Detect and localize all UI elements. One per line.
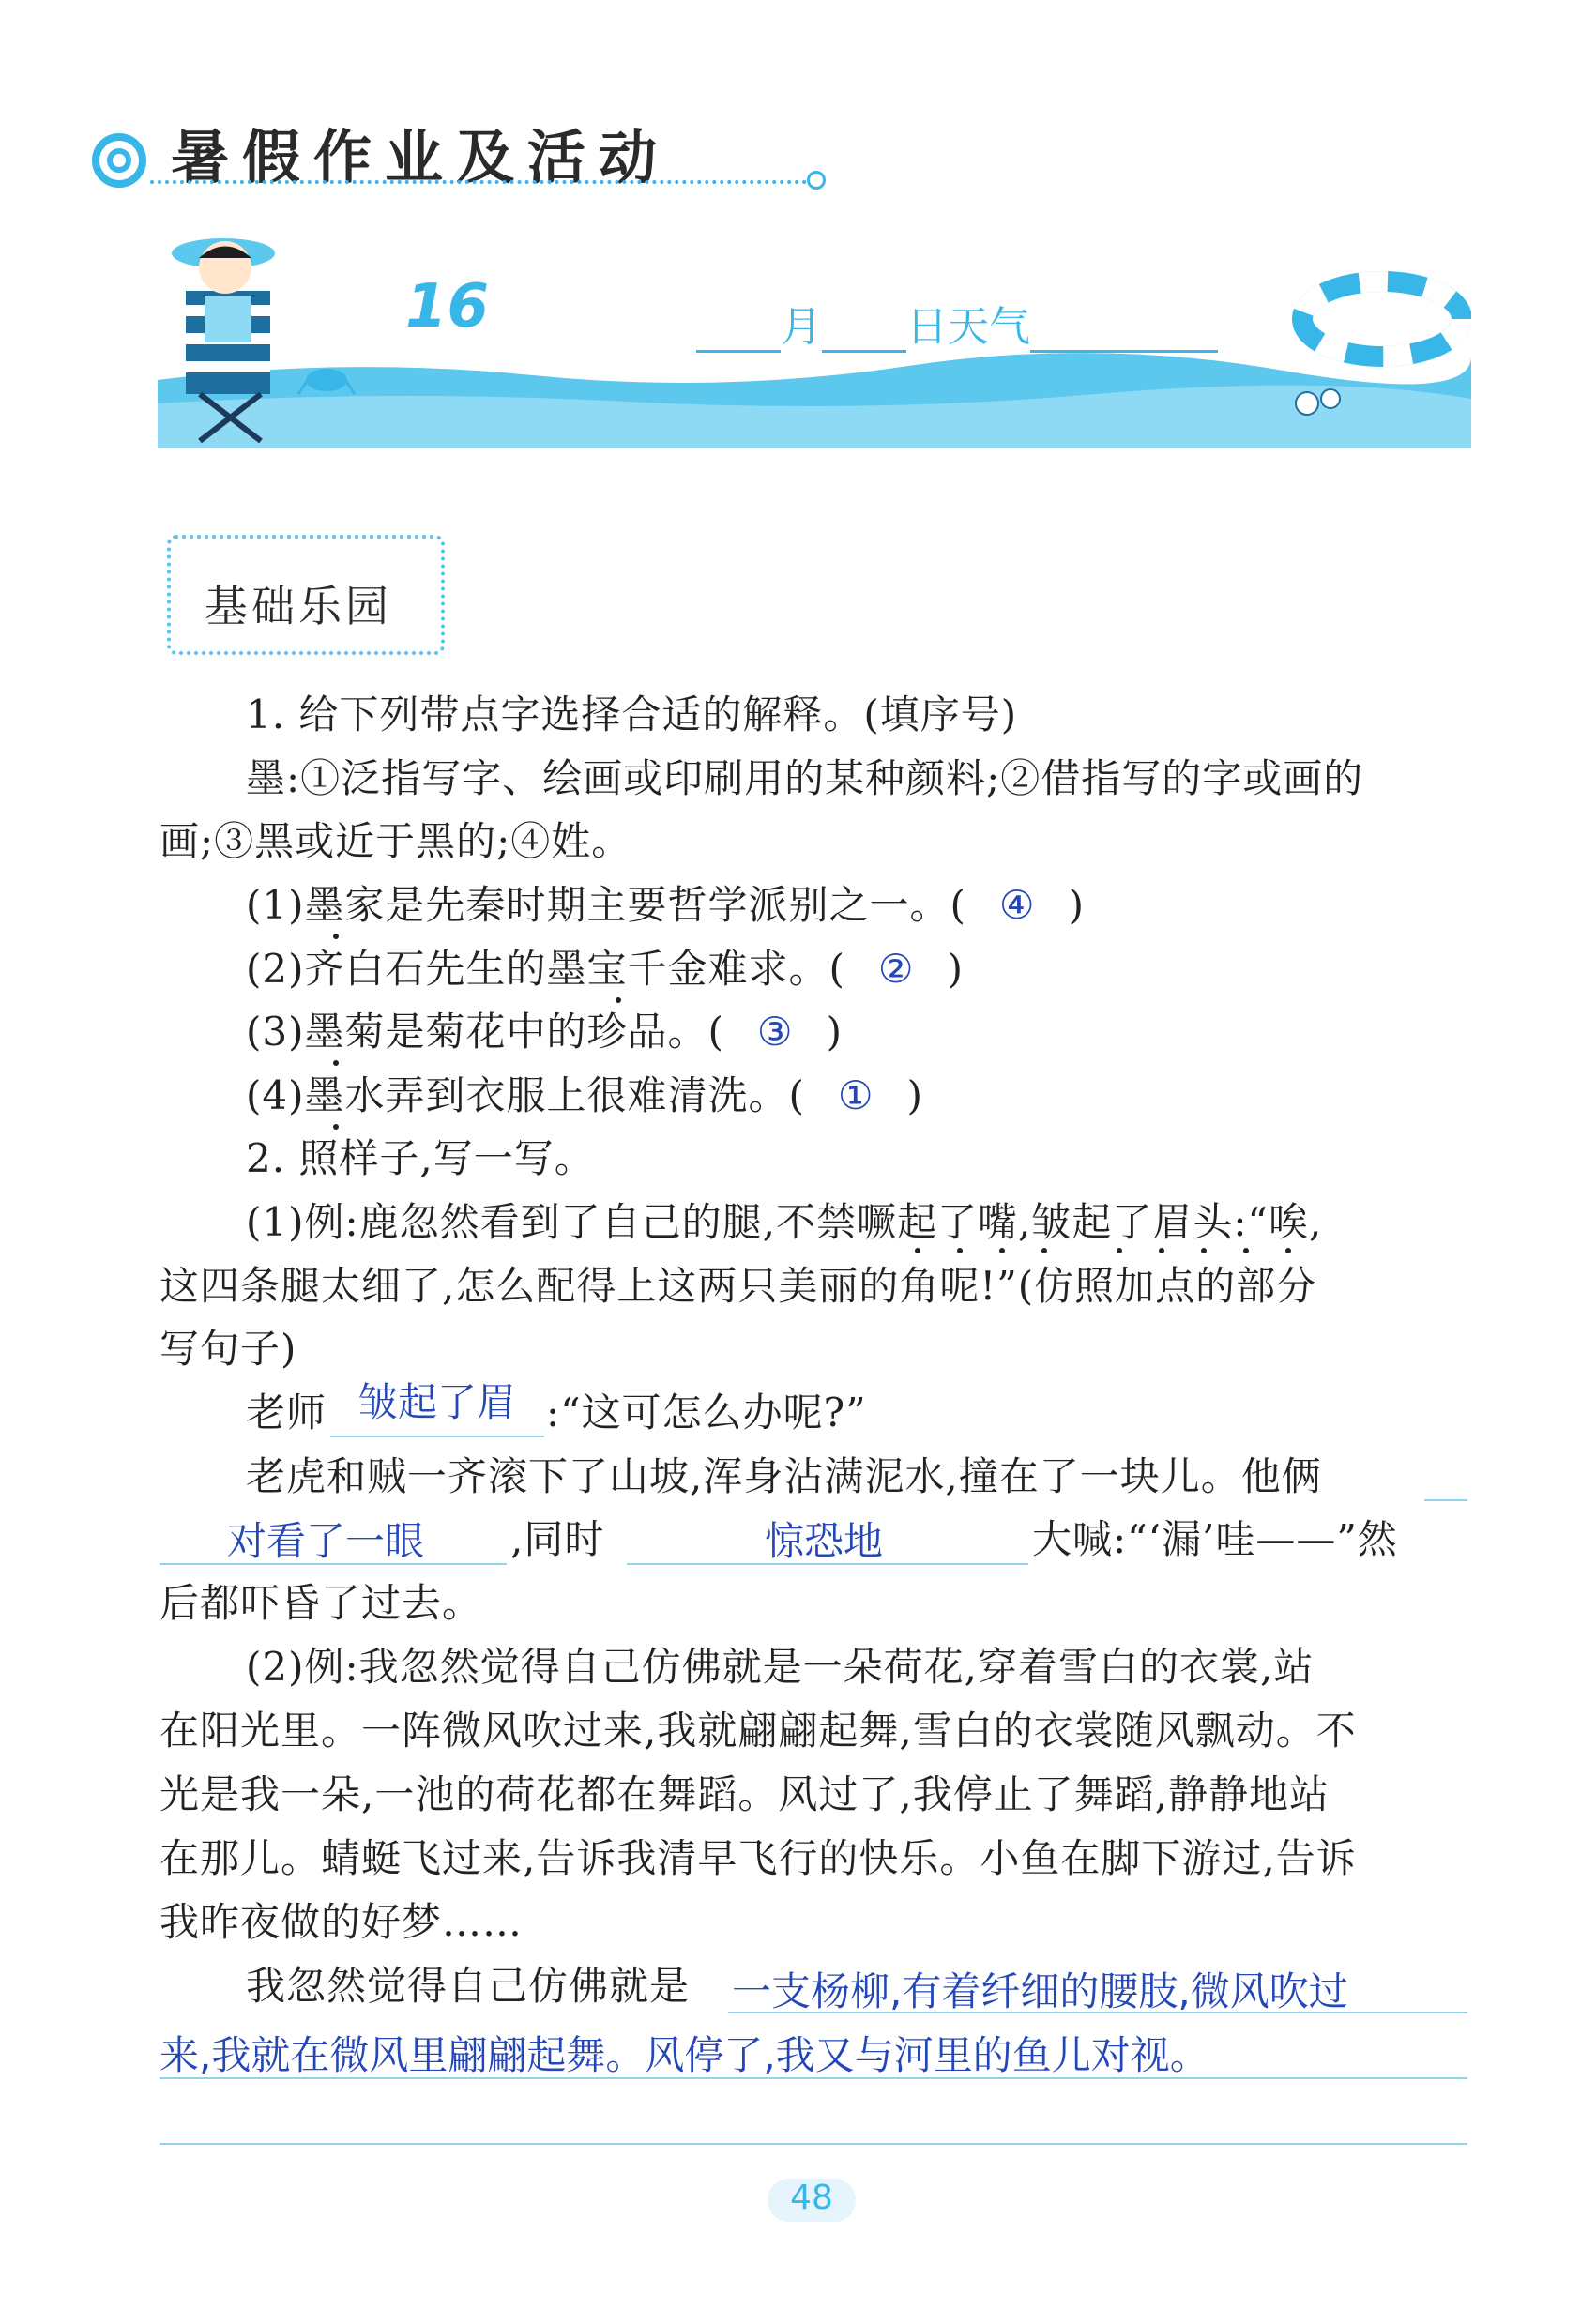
q1-definition-line1: 墨:①泛指写字、绘画或印刷用的某种颜料;②借指写的字或画的 — [246, 755, 1364, 801]
q2-fill2-line3: 后都吓昏了过去。 — [160, 1580, 483, 1626]
q1-item-text: (2)齐白石先生的墨宝千金难求。( — [246, 946, 845, 992]
q1-item-text: (1)墨家是先秦时期主要哲学派别之一。( — [246, 882, 966, 928]
q1-item-text: (3)墨菊是菊花中的珍品。( — [246, 1009, 724, 1055]
q1-item-close: ) — [826, 1009, 843, 1055]
q2-fill2-mid: ,同时 — [510, 1516, 605, 1562]
q1-item-close: ) — [1068, 882, 1085, 928]
emphasis-dot — [333, 1124, 339, 1130]
emphasis-dot — [999, 1248, 1005, 1253]
q1-item — [246, 882, 1085, 929]
q1-item-answer: ③ — [756, 1009, 794, 1055]
q2-fill3-answer-line2: 来,我就在微风里翩翩起舞。风停了,我又与河里的鱼儿对视。 — [160, 2032, 1209, 2078]
emphasis-dot — [957, 1248, 963, 1253]
emphasis-dot — [1117, 1248, 1122, 1253]
divider-end-icon — [807, 171, 826, 190]
emphasis-dot — [616, 997, 621, 1003]
page-title: 暑假作业及活动 — [171, 123, 671, 191]
day-label: 日 — [906, 303, 948, 351]
emphasis-dot — [1201, 1248, 1207, 1253]
q1-item-answer: ② — [877, 946, 915, 992]
emphasis-dot — [915, 1248, 920, 1253]
answer-blank — [330, 1436, 544, 1437]
q2-fill2-line1: 老虎和贼一齐滚下了山坡,浑身沾满泥水,撞在了一块儿。他俩 — [246, 1453, 1322, 1499]
q2-fill2-answer-a: 对看了一眼 — [227, 1518, 425, 1564]
q1-item-text: (4)墨水弄到衣服上很难清洗。( — [246, 1072, 805, 1118]
day-blank — [822, 318, 906, 353]
q2-example1-line1: (1)例:鹿忽然看到了自己的腿,不禁噘起了嘴,皱起了眉头:“唉, — [246, 1199, 1323, 1245]
page-number: 48 — [790, 2179, 833, 2217]
emphasis-dot — [1285, 1248, 1291, 1253]
emphasis-dot — [1041, 1248, 1047, 1253]
q2-fill2-suffix: 大喊:“‘漏’哇——”然 — [1032, 1516, 1398, 1562]
title-divider — [150, 180, 807, 184]
q2-fill1-suffix: :“这可怎么办呢?” — [546, 1390, 867, 1436]
q2-example2-line4: 在那儿。蜻蜓飞过来,告诉我清早飞行的快乐。小鱼在脚下游过,告诉 — [160, 1835, 1357, 1881]
emphasis-dot — [333, 934, 339, 939]
q2-example2-line3: 光是我一朵,一池的荷花都在舞蹈。风过了,我停止了舞蹈,静静地站 — [160, 1771, 1330, 1817]
emphasis-dot — [1159, 1248, 1164, 1253]
q2-prompt: 2. 照样子,写一写。 — [246, 1135, 595, 1181]
lesson-number: 16 — [405, 272, 490, 342]
q1-prompt: 1. 给下列带点字选择合适的解释。(填序号) — [246, 691, 1018, 737]
title-ring-icon — [92, 133, 146, 188]
q1-item-close: ) — [906, 1072, 923, 1118]
month-label: 月 — [781, 303, 822, 351]
q2-fill2-answer-b: 惊恐地 — [765, 1518, 884, 1564]
q2-example2-line1: (2)例:我忽然觉得自己仿佛就是一朵荷花,穿着雪白的衣裳,站 — [246, 1644, 1315, 1690]
q2-example1-line3: 写句子) — [160, 1326, 297, 1372]
answer-blank — [1424, 1499, 1467, 1501]
date-weather-line — [696, 293, 1218, 353]
q2-fill1-answer: 皱起了眉 — [358, 1379, 517, 1425]
q1-item-answer: ① — [837, 1072, 874, 1118]
q1-item — [246, 1072, 923, 1119]
q2-fill1-prefix: 老师 — [246, 1390, 327, 1436]
weather-blank — [1030, 318, 1218, 353]
q1-item-close: ) — [947, 946, 964, 992]
q2-example2-line5: 我昨夜做的好梦…… — [160, 1899, 524, 1945]
emphasis-dot — [333, 1060, 339, 1066]
answer-blank — [160, 2143, 1467, 2145]
q2-example1-line2: 这四条腿太细了,怎么配得上这两只美丽的角呢!”(仿照加点的部分 — [160, 1263, 1317, 1309]
q2-fill3-answer-line1: 一支杨柳,有着纤细的腰肢,微风吹过 — [732, 1968, 1348, 2014]
q1-item — [246, 1009, 843, 1056]
q2-example2-line2: 在阳光里。一阵微风吹过来,我就翩翩起舞,雪白的衣裳随风飘动。不 — [160, 1708, 1357, 1754]
q1-item — [246, 946, 964, 993]
weather-label: 天气 — [948, 303, 1030, 351]
emphasis-dot — [1243, 1248, 1249, 1253]
q1-item-answer: ④ — [998, 882, 1036, 928]
swim-ring-icon — [1302, 281, 1462, 357]
month-blank — [696, 318, 781, 353]
q2-fill3-prefix: 我忽然觉得自己仿佛就是 — [246, 1963, 691, 2009]
q1-definition-line2: 画;③黑或近于黑的;④姓。 — [160, 818, 632, 864]
section-label: 基础乐园 — [205, 581, 392, 631]
